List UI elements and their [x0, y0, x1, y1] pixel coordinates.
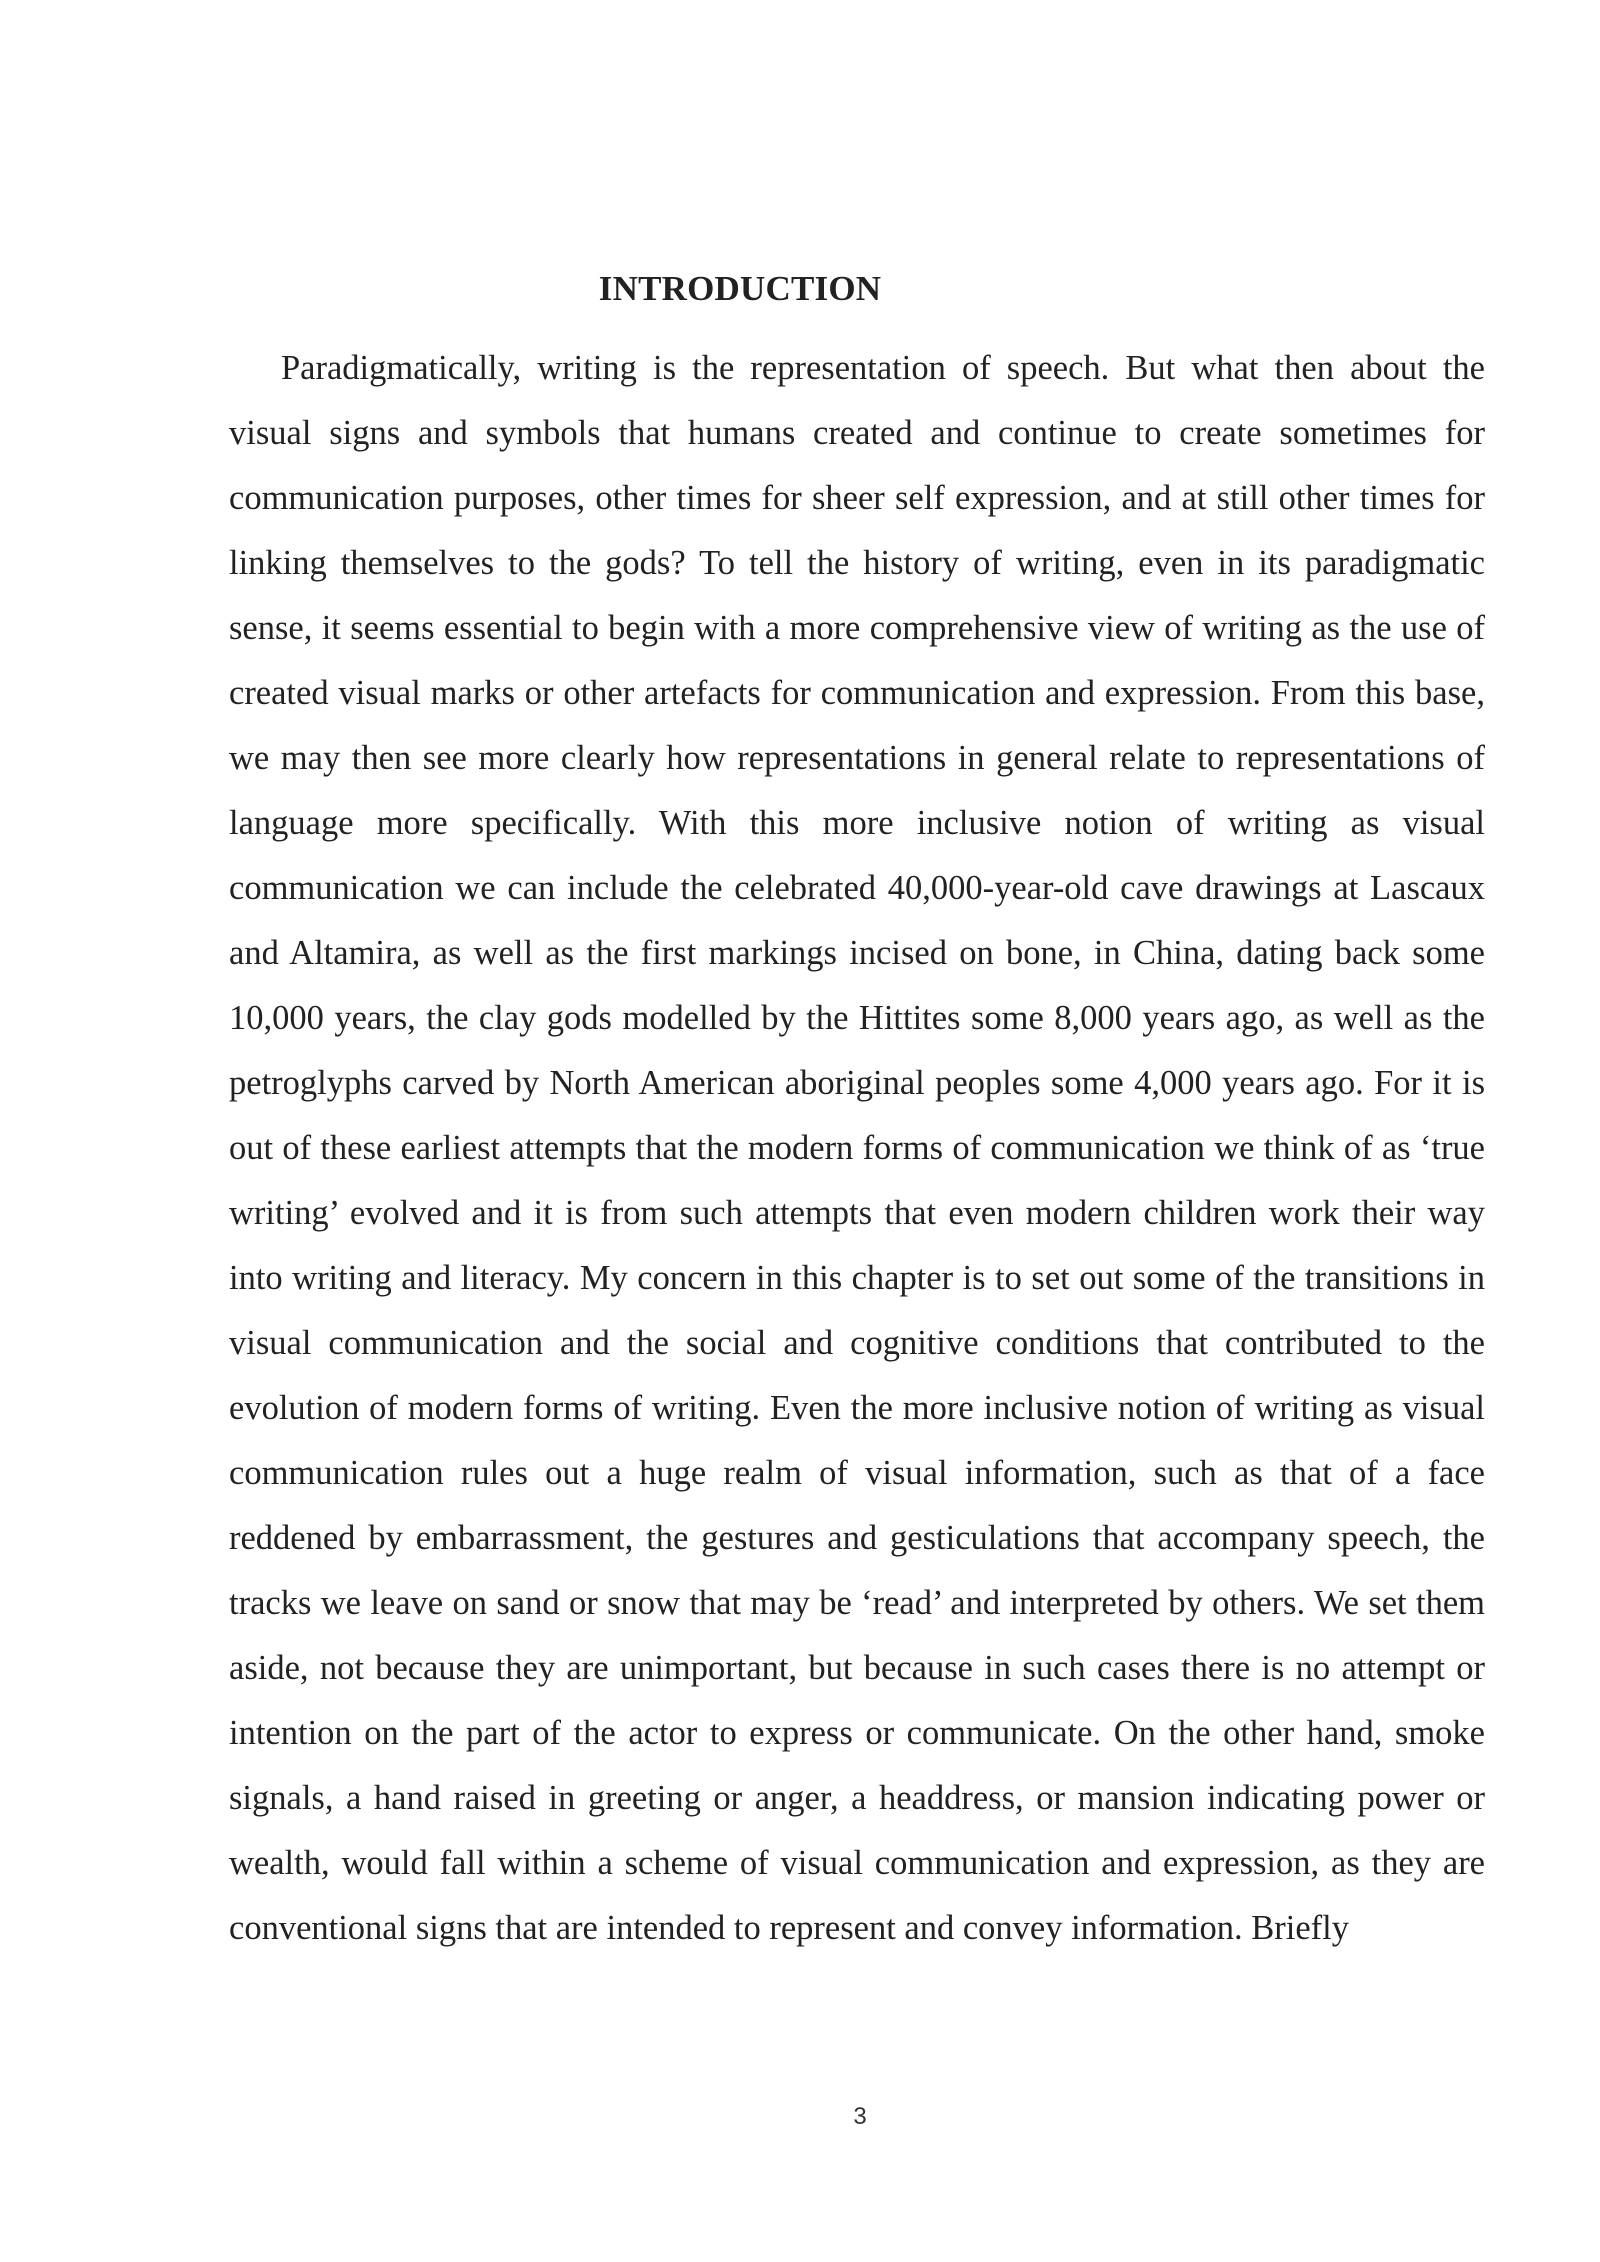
chapter-heading: INTRODUCTION	[598, 269, 882, 309]
body-paragraph: Paradigmatically, writing is the representation of speech. But what then about the visual signs and symbols that humans created and continue to create sometimes for communication purposes, other times for sheer self expression, and at still other times for linking themselves to the gods? To tell the history of writing, even in its paradigmatic sense, it seems essential to begin with a more comprehensive view of writing as the use of created visual marks or other artefacts for communication and expression. From this base, we may then see more clearly how representations in general relate to representations of language more specifically. With this more inclusive notion of writing as visual communication we can include the celebrated 40,000-year-old cave drawings at Lascaux and Altamira, as well as the first markings incised on bone, in China, dating back some 10,000 years, the clay gods modelled by the Hittites some 8,000 years ago, as well as the petroglyphs carved by North American aboriginal peoples some 4,000 years ago. For it is out of these earliest attempts that the modern forms of communication we think of as ‘true writing’ evolved and it is from such attempts that even modern children work their way into writing and literacy. My concern in this chapter is to set out some of the transitions in visual communication and the social and cognitive conditions that contributed to the evolution of modern forms of writing. Even the more inclusive notion of writing as visual communication rules out a huge realm of visual information, such as that of a face reddened by embarrassment, the gestures and gesticulations that accompany speech, the tracks we leave on sand or snow that may be ‘read’ and interpreted by others. We set them aside, not because they are unimportant, but because in such cases there is no attempt or intention on the part of the actor to express or communicate. On the other hand, smoke signals, a hand raised in greeting or anger, a headdress, or mansion indicating power or wealth, would fall within a scheme of visual communication and expression, as they are conventional signs that are intended to represent and convey information. Briefly	[229, 349, 1485, 1947]
page-number: 3	[853, 2103, 867, 2130]
